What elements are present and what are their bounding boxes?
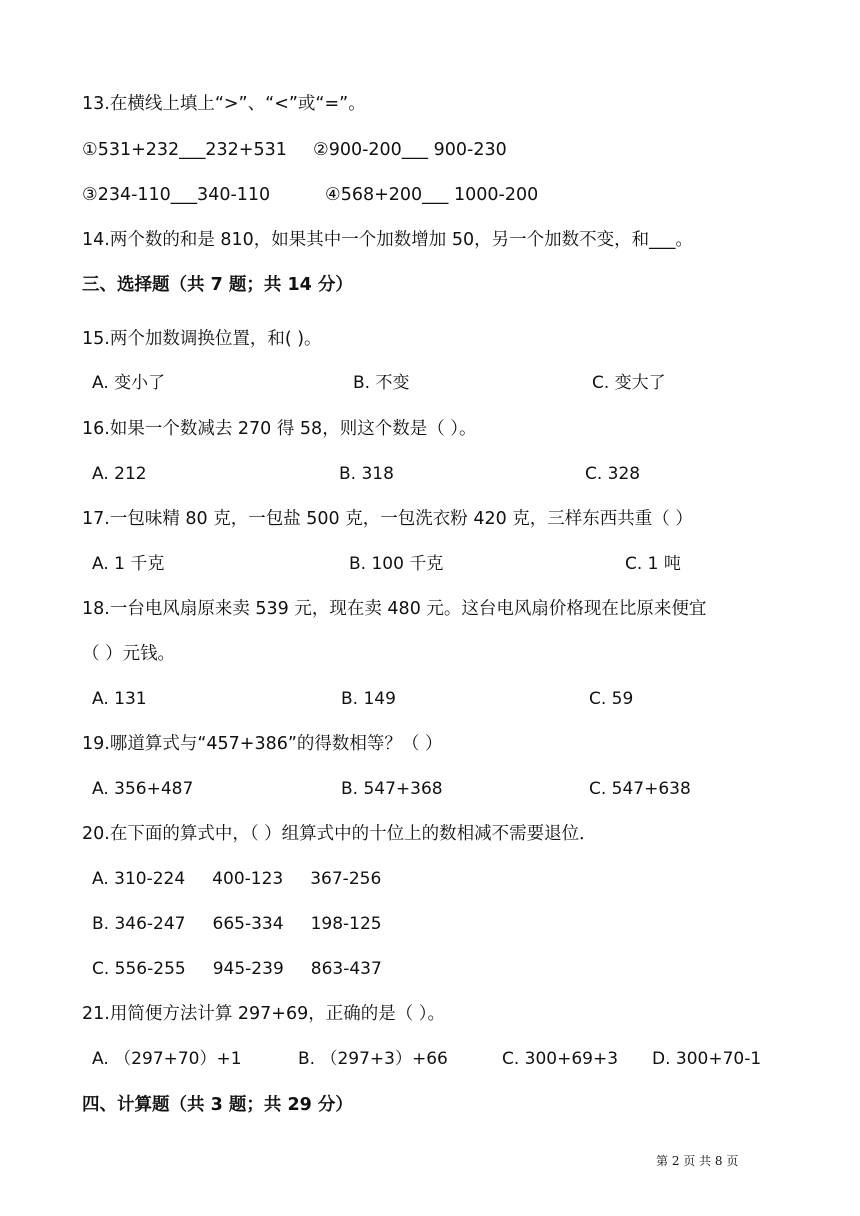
section-3-title: 三、选择题（共 7 题；共 14 分） <box>82 275 353 295</box>
section-4-title: 四、计算题（共 3 题；共 29 分） <box>82 1095 353 1115</box>
question-18-option-b: B. 149 <box>341 689 396 709</box>
question-18-option-a: A. 131 <box>92 689 147 709</box>
question-20-option-b: B. 346-247 665-334 198-125 <box>92 914 382 934</box>
question-13-stem: 13.在横线上填上“>”、“<”或“=”。 <box>82 94 366 114</box>
question-19-stem: 19.哪道算式与“457+386”的得数相等？（ ） <box>82 734 443 754</box>
question-16-stem: 16.如果一个数减去 270 得 58，则这个数是（ ）。 <box>82 419 477 439</box>
question-17-option-a: A. 1 千克 <box>92 554 165 574</box>
question-19-option-c: C. 547+638 <box>589 779 691 799</box>
question-15-option-b: B. 不变 <box>353 373 410 393</box>
question-21-option-b: B. （297+3）+66 <box>298 1049 448 1069</box>
question-15-option-c: C. 变大了 <box>592 373 666 393</box>
question-15-stem: 15.两个加数调换位置，和( )。 <box>82 329 322 349</box>
question-16-option-b: B. 318 <box>339 464 394 484</box>
question-18-option-c: C. 59 <box>589 689 634 709</box>
question-13-item-2: ②900-200___ 900-230 <box>313 140 507 160</box>
question-21-stem: 21.用简便方法计算 297+69，正确的是（ ）。 <box>82 1004 446 1024</box>
question-21-option-d: D. 300+70-1 <box>652 1049 762 1069</box>
question-18-stem-line-1: 18.一台电风扇原来卖 539 元，现在卖 480 元。这台电风扇价格现在比原来便宜 <box>82 599 707 619</box>
question-20-option-c: C. 556-255 945-239 863-437 <box>92 959 382 979</box>
question-17-option-b: B. 100 千克 <box>349 554 444 574</box>
question-13-item-3: ③234-110___340-110 <box>82 185 271 205</box>
question-18-stem-line-2: （ ）元钱。 <box>82 644 176 664</box>
question-21-option-a: A. （297+70）+1 <box>92 1049 242 1069</box>
question-15-option-a: A. 变小了 <box>92 373 166 393</box>
question-14-stem: 14.两个数的和是 810，如果其中一个加数增加 50，另一个加数不变，和___。 <box>82 230 693 250</box>
question-13-item-4: ④568+200___ 1000-200 <box>325 185 539 205</box>
question-19-option-a: A. 356+487 <box>92 779 194 799</box>
question-20-stem: 20.在下面的算式中，（ ）组算式中的十位上的数相减不需要退位． <box>82 824 597 844</box>
question-16-option-a: A. 212 <box>92 464 147 484</box>
question-17-option-c: C. 1 吨 <box>625 554 681 574</box>
page-footer: 第 2 页 共 8 页 <box>656 1154 739 1168</box>
question-19-option-b: B. 547+368 <box>341 779 443 799</box>
question-17-stem: 17.一包味精 80 克，一包盐 500 克，一包洗衣粉 420 克，三样东西共重（ ） <box>82 509 693 529</box>
question-13-item-1: ①531+232___232+531 <box>82 140 287 160</box>
question-20-option-a: A. 310-224 400-123 367-256 <box>92 869 382 889</box>
question-21-option-c: C. 300+69+3 <box>502 1049 619 1069</box>
question-16-option-c: C. 328 <box>585 464 641 484</box>
